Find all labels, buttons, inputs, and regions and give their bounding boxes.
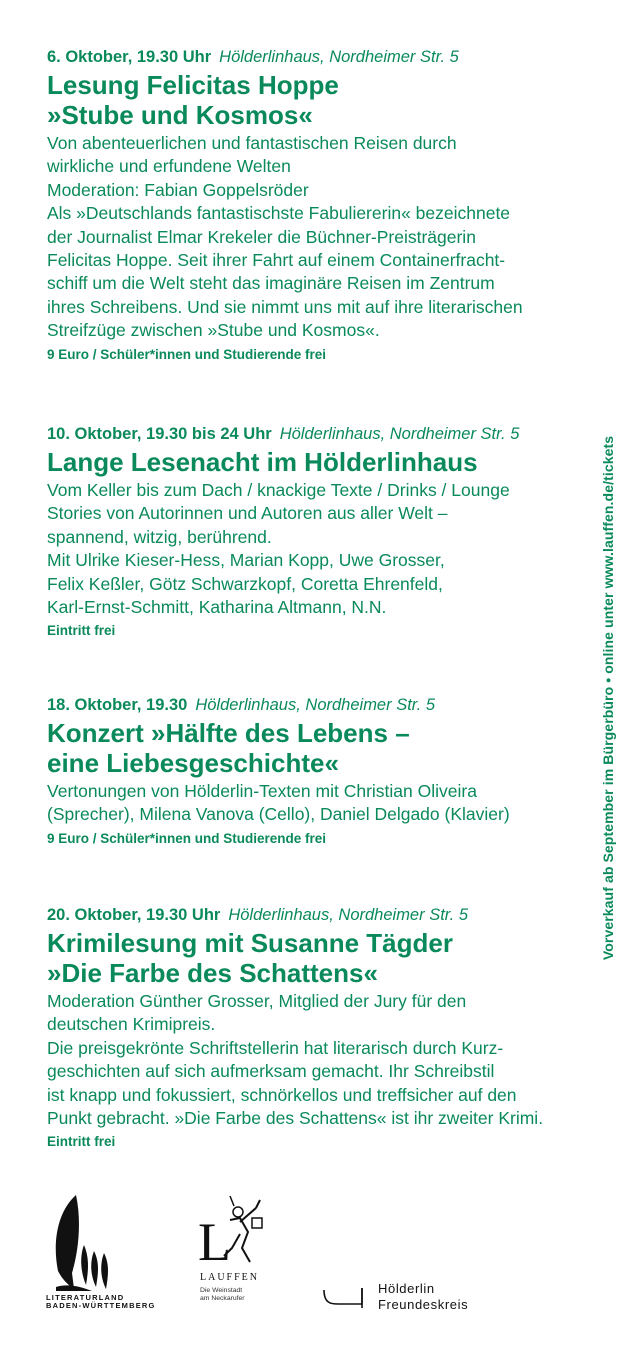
event-price: 9 Euro / Schüler*innen und Studierende frei (47, 346, 327, 362)
event-venue: Hölderlinhaus, Nordheimer Str. 5 (279, 425, 520, 443)
description-line: wirkliche und erfundene Welten (47, 156, 291, 177)
event-title (47, 70, 587, 130)
event-venue: Hölderlinhaus, Nordheimer Str. 5 (219, 48, 459, 66)
event-4 (47, 904, 587, 1151)
description-line: geschichten auf sich aufmerksam gemacht. Ihr Schreibstil (47, 1061, 495, 1082)
lauffen-subtitle (200, 1287, 245, 1303)
event-2 (47, 423, 587, 640)
description-line: ihres Schreibens. Und sie nimmt uns mit auf ihre literarischen (47, 296, 523, 317)
event-meta (47, 46, 587, 68)
lauffen-subtitle-line: Die Weinstadt (200, 1287, 243, 1294)
event-price: 9 Euro / Schüler*innen und Studierende frei (47, 830, 327, 846)
lauffen-name: LAUFFEN (200, 1272, 260, 1283)
event-date: 6. Oktober, 19.30 Uhr (47, 48, 212, 66)
lauffen-subtitle-line: am Neckarufer (200, 1295, 245, 1302)
description-line: der Journalist Elmar Krekeler die Büchner-Preisträgerin (47, 226, 476, 247)
hoelderlin-line: Freundeskreis (378, 1297, 469, 1312)
description-line: Felicitas Hoppe. Seit ihrer Fahrt auf einem Containerfracht- (47, 250, 506, 271)
description-line: Stories von Autorinnen und Autoren aus aller Welt – (47, 503, 448, 524)
event-title-line: eine Liebesgeschichte« (47, 748, 339, 778)
description-line: spannend, witzig, berührend. (47, 526, 272, 547)
event-meta (47, 904, 587, 926)
event-title-line: Krimilesung mit Susanne Tägder (47, 928, 453, 958)
description-line: Punkt gebracht. »Die Farbe des Schattens« ist ihr zweiter Krimi. (47, 1108, 544, 1129)
description-line: Als »Deutschlands fantastischste Fabuliererin« bezeichnete (47, 203, 511, 224)
event-date: 10. Oktober, 19.30 bis 24 Uhr (47, 425, 272, 443)
event-title (47, 447, 587, 477)
literaturland-caption (46, 1294, 156, 1310)
event-meta (47, 694, 587, 716)
event-date: 20. Oktober, 19.30 Uhr (47, 906, 221, 924)
event-title-line: Lesung Felicitas Hoppe (47, 70, 339, 100)
event-venue: Hölderlinhaus, Nordheimer Str. 5 (195, 696, 436, 714)
literaturland-logo (46, 1193, 156, 1313)
description-line: Karl-Ernst-Schmitt, Katharina Altmann, N.N. (47, 597, 387, 618)
event-description (47, 132, 587, 343)
hoelderlin-mark-icon (322, 1282, 376, 1312)
description-line: Mit Ulrike Kieser-Hess, Marian Kopp, Uwe Grosser, (47, 550, 445, 571)
description-line: Moderation: Fabian Goppelsröder (47, 179, 309, 200)
description-line: deutschen Krimipreis. (47, 1014, 216, 1035)
event-title (47, 928, 587, 988)
literaturland-line: LITERATURLAND (46, 1293, 125, 1302)
event-price: Eintritt frei (47, 1134, 116, 1150)
lauffen-logo (190, 1192, 280, 1312)
event-title (47, 718, 587, 778)
hoelderlin-freundeskreis-logo (322, 1280, 502, 1316)
literaturland-line: BADEN-WÜRTTEMBERG (46, 1301, 156, 1310)
event-title-line: Lange Lesenacht im Hölderlinhaus (47, 447, 478, 477)
quill-icon (48, 1193, 118, 1293)
event-description (47, 780, 587, 827)
event-title-line: »Stube und Kosmos« (47, 100, 313, 130)
event-description (47, 990, 587, 1130)
event-venue: Hölderlinhaus, Nordheimer Str. 5 (228, 906, 469, 924)
description-line: Felix Keßler, Götz Schwarzkopf, Coretta Ehrenfeld, (47, 573, 443, 594)
description-line: Streifzüge zwischen »Stube und Kosmos«. (47, 320, 380, 341)
description-line: Von abenteuerlichen und fantastischen Reisen durch (47, 133, 457, 153)
description-line: (Sprecher), Milena Vanova (Cello), Daniel Delgado (Klavier) (47, 804, 510, 825)
description-line: Vertonungen von Hölderlin-Texten mit Christian Oliveira (47, 781, 477, 801)
presale-vertical-text: Vorverkauf ab September im Bürgerbüro • online unter www.lauffen.de/tickets (600, 435, 616, 961)
description-line: ist knapp und fokussiert, schnörkellos und treffsicher auf den (47, 1084, 517, 1105)
event-price: Eintritt frei (47, 623, 116, 639)
lauffen-figure-icon (190, 1192, 280, 1272)
description-line: Die preisgekrönte Schriftstellerin hat literarisch durch Kurz- (47, 1037, 504, 1058)
description-line: Moderation Günther Grosser, Mitglied der Jury für den (47, 991, 467, 1011)
lauffen-letter: L (198, 1212, 231, 1272)
hoelderlin-text (378, 1281, 468, 1313)
hoelderlin-line: Hölderlin (378, 1281, 435, 1296)
event-title-line: Konzert »Hälfte des Lebens – (47, 718, 410, 748)
event-1 (47, 46, 587, 364)
event-title-line: »Die Farbe des Schattens« (47, 958, 378, 988)
event-description (47, 479, 587, 619)
event-date: 18. Oktober, 19.30 (47, 696, 188, 714)
event-3 (47, 694, 587, 848)
description-line: schiff um die Welt steht das imaginäre Reisen im Zentrum (47, 273, 495, 294)
description-line: Vom Keller bis zum Dach / knackige Texte / Drinks / Lounge (47, 480, 510, 500)
event-meta (47, 423, 587, 445)
